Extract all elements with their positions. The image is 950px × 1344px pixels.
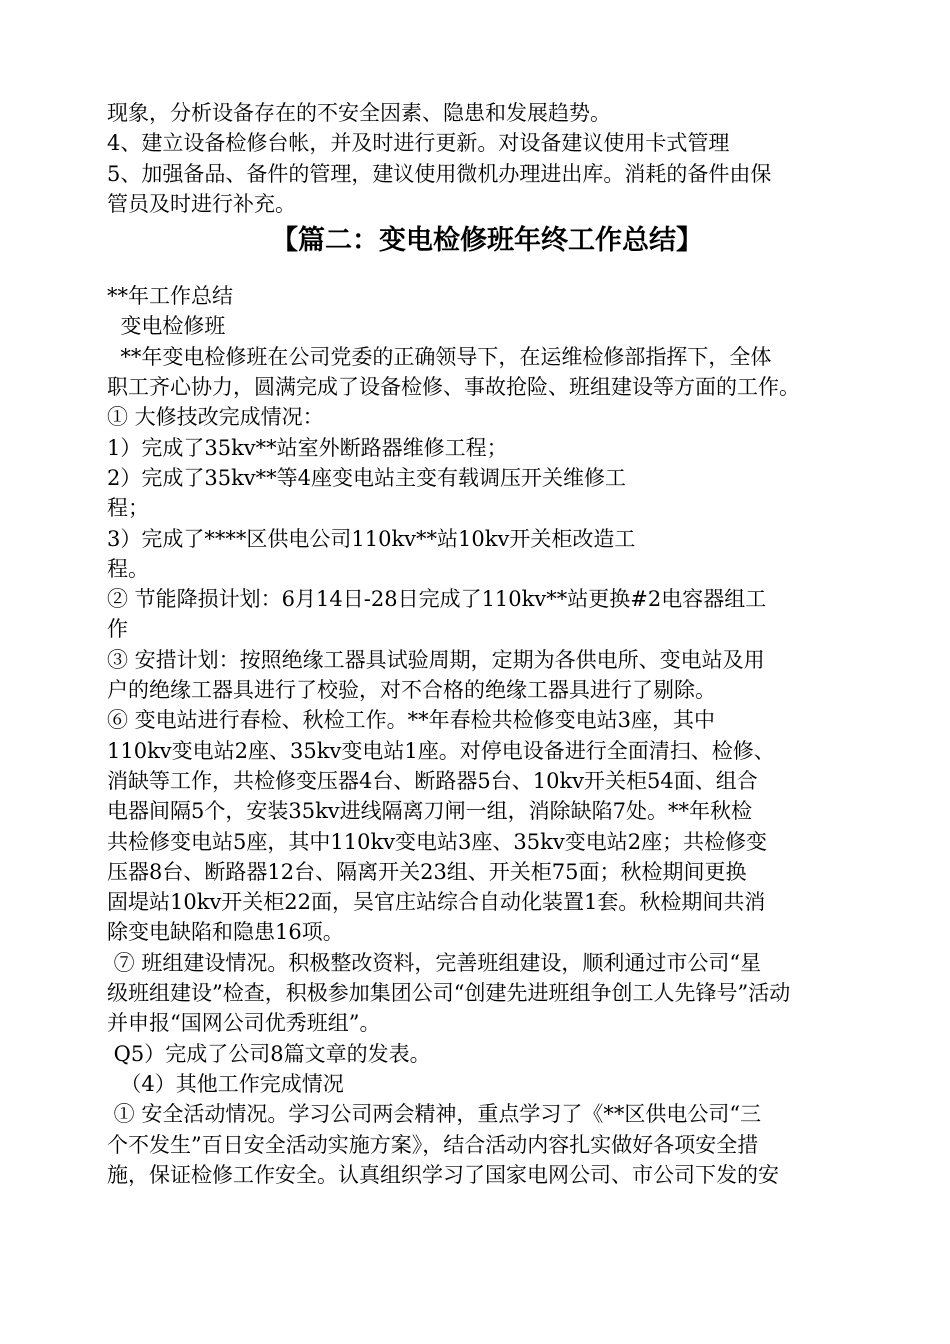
- text-line: 固堤站10kv开关柜22面，吴官庄站综合自动化装置1套。秋检期间共消: [107, 890, 766, 915]
- text-line: 3）完成了****区供电公司110kv**站10kv开关柜改造工: [107, 526, 636, 551]
- text-line: **年变电检修班在公司党委的正确领导下，在运维检修部指挥下，全体: [107, 344, 772, 369]
- text-line: Q5）完成了公司8篇文章的发表。: [107, 1041, 431, 1066]
- text-line: ② 节能降损计划：6月14日-28日完成了110kv**站更换#2电容器组工: [107, 587, 767, 612]
- text-line: **年工作总结: [107, 284, 233, 309]
- text-line: ① 安全活动情况。学习公司两会精神，重点学习了《**区供电公司“三: [107, 1102, 762, 1127]
- text-line: 共检修变电站5座，其中110kv变电站3座、35kv变电站2座；共检修变: [107, 829, 768, 854]
- text-line: 5、加强备品、备件的管理，建议使用微机办理进出库。消耗的备件由保: [107, 161, 772, 186]
- text-line: 除变电缺陷和隐患16项。: [107, 920, 344, 945]
- text-line: 程。: [107, 556, 149, 581]
- text-line: 110kv变电站2座、35kv变电站1座。对停电设备进行全面清扫、检修、: [107, 738, 775, 763]
- text-line: 1）完成了35kv**站室外断路器维修工程；: [107, 435, 508, 460]
- text-line: （4）其他工作完成情况: [107, 1071, 344, 1096]
- text-line: ⑦ 班组建设情况。积极整改资料，完善班组建设，顺利通过市公司“星: [107, 950, 762, 975]
- text-line: 管员及时进行补充。: [107, 191, 296, 216]
- text-line: 级班组建设”检查，积极参加集团公司“创建先进班组争创工人先锋号”活动: [107, 981, 791, 1006]
- document-page: [107, 98, 867, 1190]
- text-line: 程；: [107, 496, 149, 521]
- text-line: 电器间隔5个，安装35kv进线隔离刀闸一组，消除缺陷7处。**年秋检: [107, 799, 753, 824]
- text-line: 现象，分析设备存在的不安全因素、隐患和发展趋势。: [107, 101, 611, 125]
- text-line: 施，保证检修工作安全。认真组织学习了国家电网公司、市公司下发的安: [107, 1162, 779, 1187]
- text-line: 作: [107, 617, 128, 642]
- text-line: 户的绝缘工器具进行了校验，对不合格的绝缘工器具进行了剔除。: [107, 678, 716, 703]
- text-line: 变电检修班: [107, 314, 226, 339]
- text-line: 并申报“国网公司优秀班组”。: [107, 1011, 381, 1036]
- text-line: 2）完成了35kv**等4座变电站主变有载调压开关维修工: [107, 465, 627, 490]
- text-line: 压器8台、断路器12台、隔离开关23组、开关柜75面；秋检期间更换: [107, 859, 747, 884]
- text-line: ⑥ 变电站进行春检、秋检工作。**年春检共检修变电站3座，其中: [107, 708, 716, 733]
- text-line: 4、建立设备检修台帐，并及时进行更新。对设备建议使用卡式管理: [107, 131, 730, 156]
- text-line: 消缺等工作，共检修变压器4台、断路器5台、10kv开关柜54面、组合: [107, 768, 758, 793]
- text-line: ① 大修技改完成情况：: [107, 405, 324, 430]
- text-line: 职工齐心协力，圆满完成了设备检修、事故抢险、班组建设等方面的工作。: [107, 375, 800, 400]
- text-line: 个不发生”百日安全活动实施方案》，结合活动内容扎实做好各项安全措: [107, 1132, 759, 1157]
- section-title: 【篇二：变电检修班年终工作总结】: [271, 225, 703, 257]
- text-line: ③ 安措计划：按照绝缘工器具试验周期，定期为各供电所、变电站及用: [107, 647, 765, 672]
